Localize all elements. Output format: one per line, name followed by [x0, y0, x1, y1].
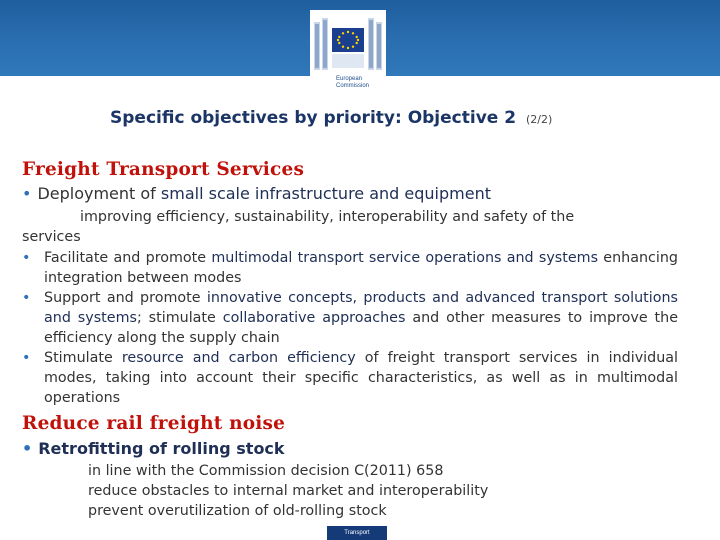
title-main: Specific objectives by priority: Objective 2: [110, 108, 517, 128]
bullet-dot-icon: •: [22, 290, 31, 306]
section-heading-freight: Freight Transport Services: [22, 159, 305, 180]
retrofitting-details: [88, 461, 648, 521]
title-page-indicator: (2/2): [525, 113, 553, 126]
bullet-continuation: improving efficiency, sustainability, interoperability and safety of the services: [22, 209, 575, 245]
detail-line: prevent overutilization of old-rolling stock: [88, 503, 387, 519]
bullet-dot-icon: •: [22, 250, 31, 266]
objectives-list: [22, 248, 678, 408]
detail-line: in line with the Commission decision C(2011) 658: [88, 463, 444, 479]
bullet-dot-icon: •: [22, 439, 33, 458]
bullet-retrofitting: • Retrofitting of rolling stock: [22, 439, 285, 458]
list-item: • Stimulate resource and carbon efficiency of freight transport services in individual modes, taking into account their specific characteristics, as well as in multimodal operations: [22, 350, 679, 406]
bullet-dot-icon: •: [22, 184, 32, 203]
list-item: • Support and promote innovative concepts, products and advanced transport solutions and systems; stimulate collaborative approaches and other measures to improve the efficiency along the supply chain: [22, 290, 678, 346]
detail-line: reduce obstacles to internal market and interoperability: [88, 483, 489, 499]
bullet-deployment: • Deployment of small scale infrastructure and equipment: [22, 184, 491, 203]
bullet-emphasis: small scale infrastructure and equipment: [160, 184, 491, 203]
list-item: • Facilitate and promote multimodal transport service operations and systems enhancing integration between modes: [22, 250, 678, 286]
bullet-dot-icon: •: [22, 350, 31, 366]
logo-text: European Commission: [336, 76, 370, 89]
page-title: [110, 108, 670, 128]
footer-transport-tab: Transport: [327, 526, 387, 540]
section-heading-rail-noise: Reduce rail freight noise: [22, 413, 286, 434]
european-commission-logo: [310, 10, 386, 98]
